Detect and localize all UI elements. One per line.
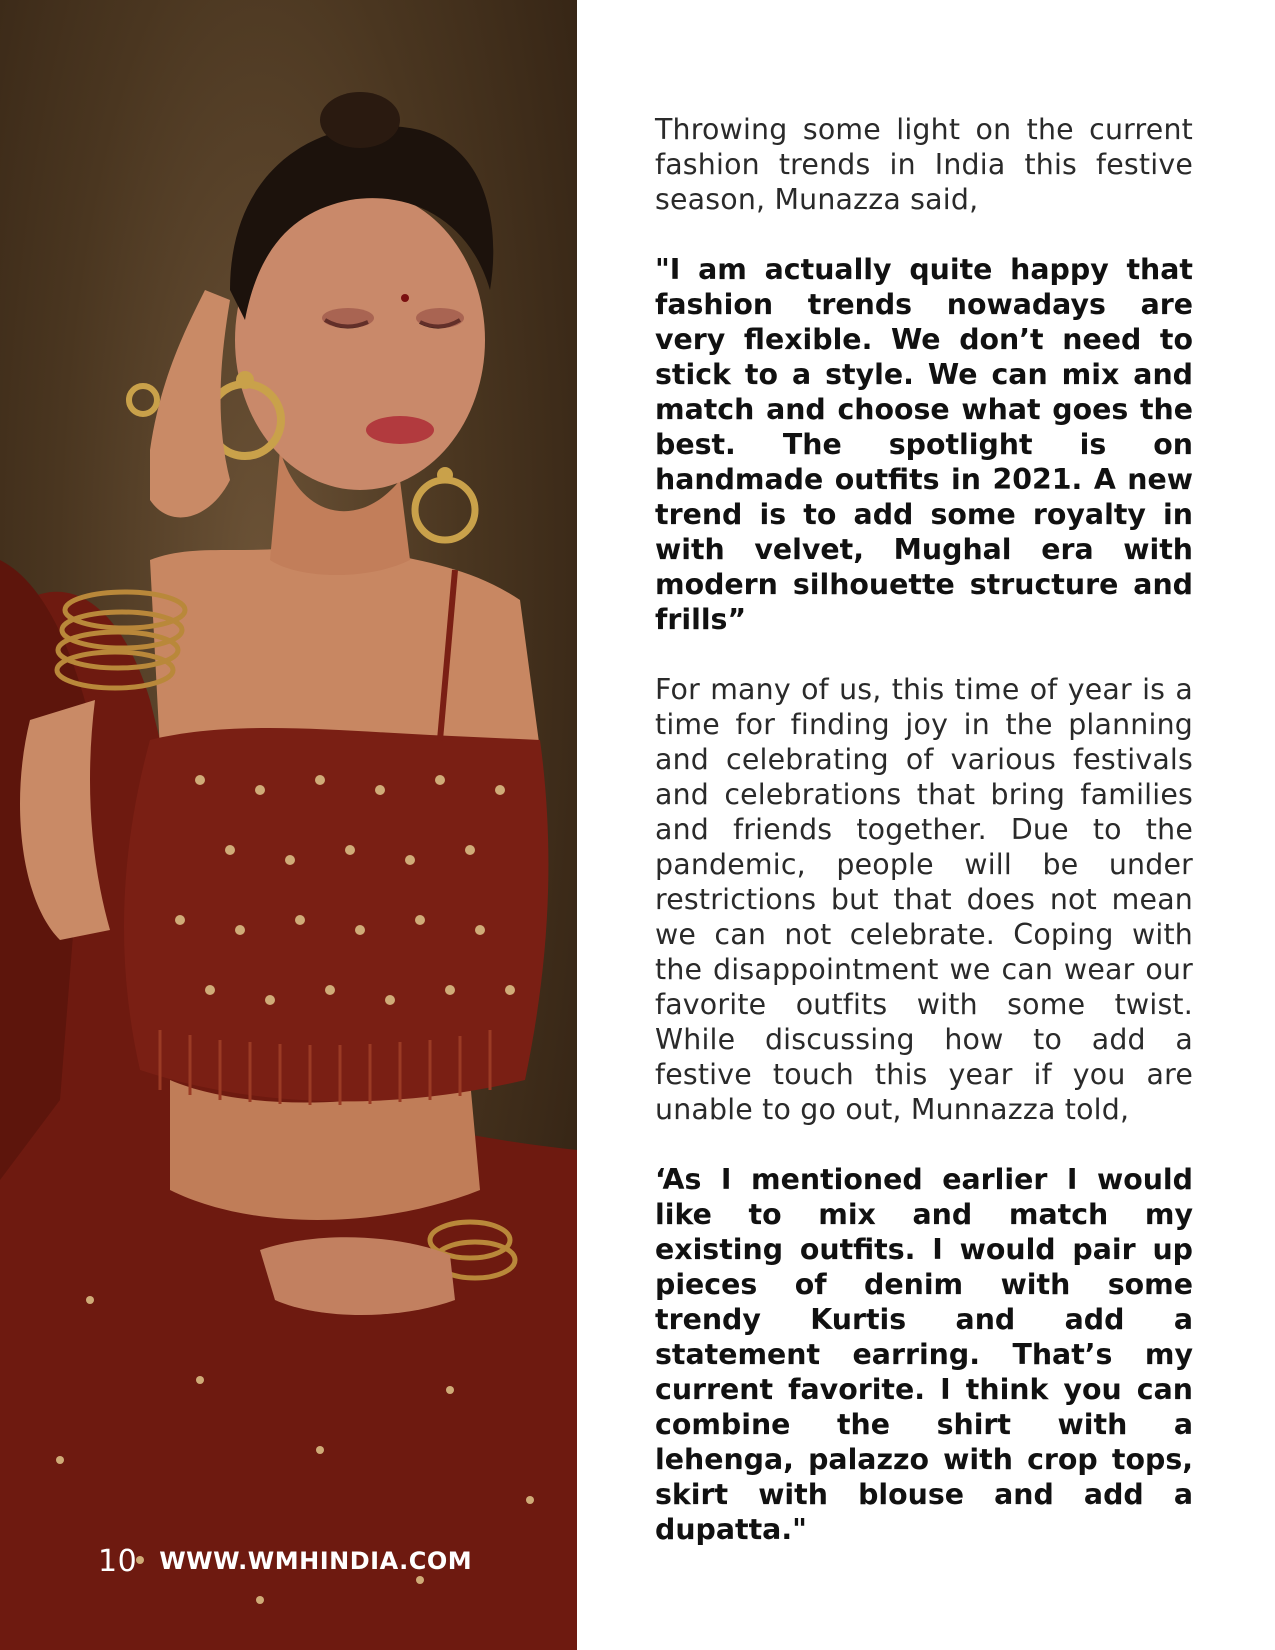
page-number: 10	[98, 1543, 138, 1579]
portrait-illustration	[0, 0, 577, 1650]
body-paragraph: For many of us, this time of year is a time for finding joy in the planning and celebrating of various festivals and celebrations that bring families and friends together. Due to the pandemic, people will be under restrictions but that does not mean we can not celebrate. Coping with the disappointment we can wear our favorite outfits with some twist. While discussing how to add a festive touch this year if you are unable to go out, Munnazza told,	[655, 673, 1193, 1126]
pull-quote-2: ‘As I mentioned earlier I would like to mix and match my existing outfits. I would pair up pieces of denim with some trendy Kurtis and add a statement earring. That’s my current favorite. I think you can combine the shirt with a lehenga, palazzo with crop tops, skirt with blouse and add a dupatta."	[655, 1163, 1193, 1546]
page-folio	[98, 1544, 472, 1578]
pull-quote-1: "I am actually quite happy that fashion trends nowadays are very flexible. We don’t need to stick to a style. We can mix and match and choose what goes the best. The spotlight is on handmade outfits in 2021. A new trend is to add some royalty in with velvet, Mughal era with modern silhouette structure and frills”	[655, 253, 1193, 636]
website-url: WWW.WMHINDIA.COM	[159, 1547, 473, 1575]
intro-paragraph: Throwing some light on the current fashion trends in India this festive season, Munazza said,	[655, 113, 1193, 216]
article-body	[655, 112, 1193, 1582]
portrait-photo	[0, 0, 577, 1650]
